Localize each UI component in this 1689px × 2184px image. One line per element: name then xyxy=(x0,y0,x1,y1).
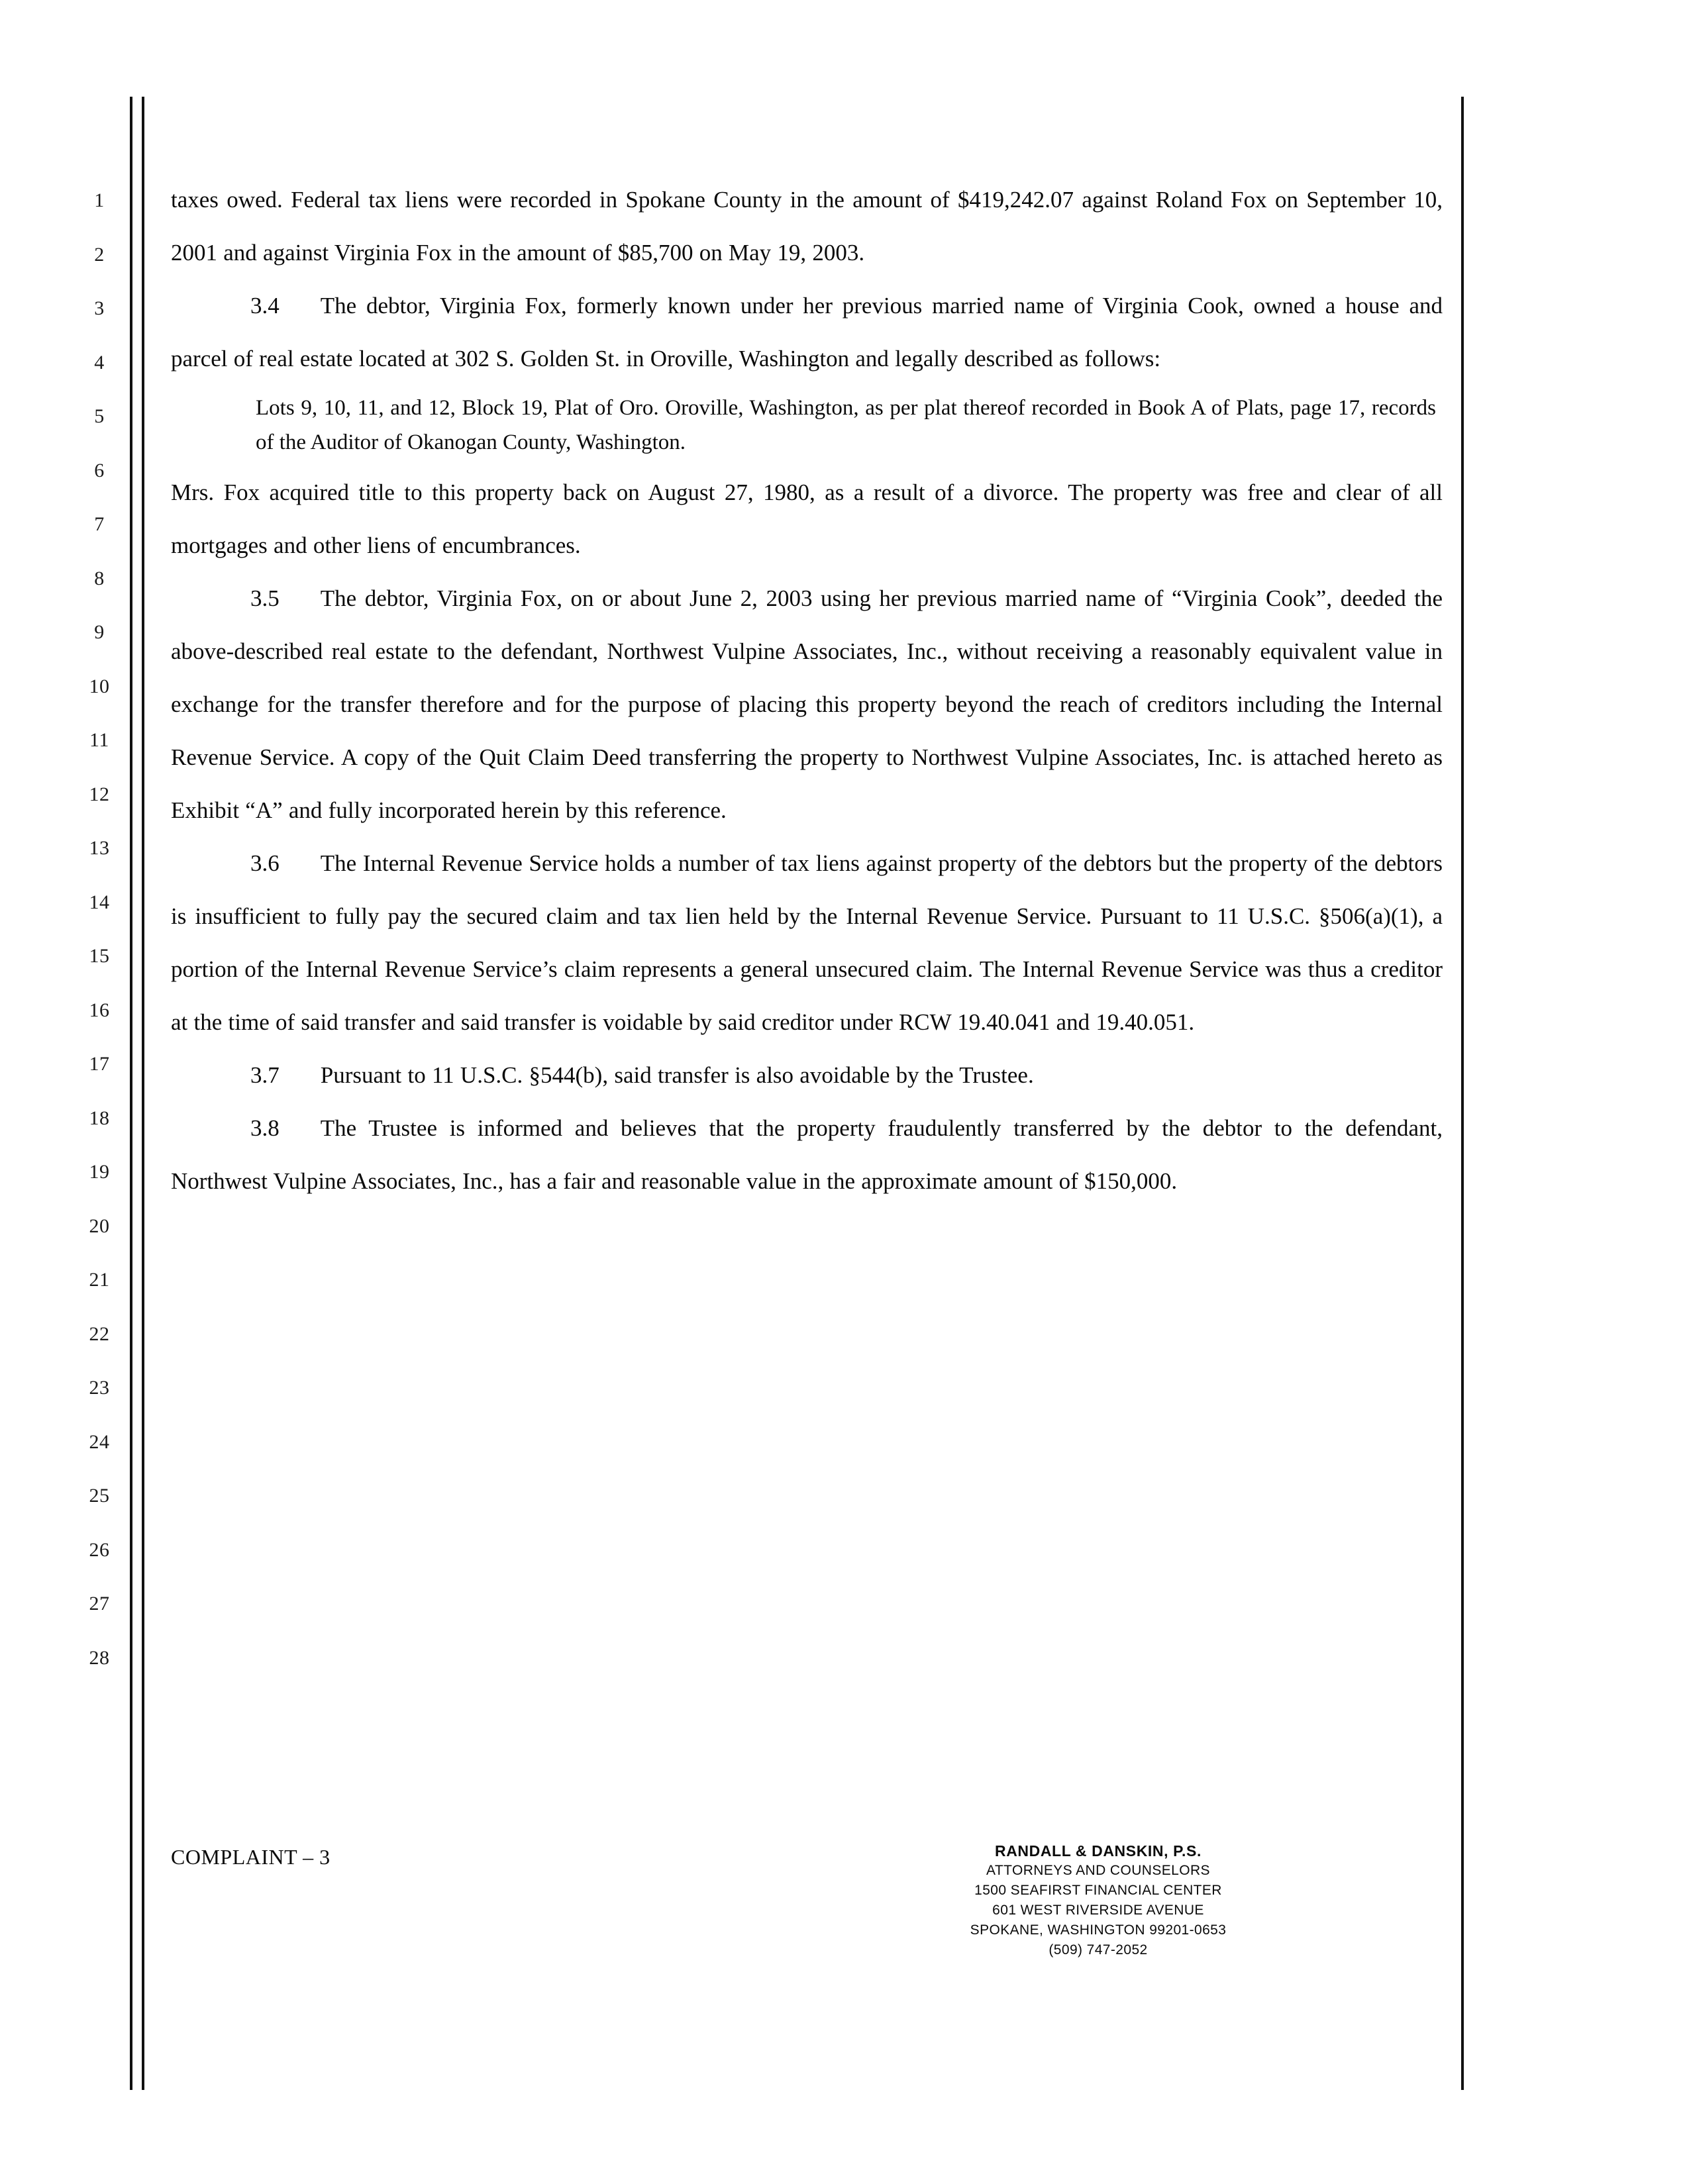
legal-description-block: Lots 9, 10, 11, and 12, Block 19, Plat of Oro. Oroville, Washington, as per plat thereof recorded in Book A of Plats, page 17, records of the Auditor of Okanogan County, Washington. xyxy=(256,396,1436,454)
line-number: 14 xyxy=(89,891,110,913)
line-number: 23 xyxy=(89,1377,110,1399)
line-number: 13 xyxy=(89,837,110,859)
line-number: 5 xyxy=(94,405,105,427)
line-number: 26 xyxy=(89,1538,110,1561)
paragraph-text: The Trustee is informed and believes that the property fraudulently transferred by the debtor to the defendant, Northwest Vulpine Associates, Inc., has a fair and reasonable value in the approximate amount of $150,000. xyxy=(171,1115,1443,1194)
line-number: 8 xyxy=(94,567,105,589)
paragraph-3-5 xyxy=(171,572,1443,837)
line-number: 3 xyxy=(94,297,105,319)
paragraph-number: 3.6 xyxy=(250,850,280,876)
firm-phone: (509) 747-2052 xyxy=(1049,1942,1148,1958)
line-number: 12 xyxy=(89,783,110,805)
line-number: 15 xyxy=(89,945,110,967)
line-number: 21 xyxy=(89,1269,110,1291)
firm-address-block xyxy=(767,1841,1429,1960)
line-number: 27 xyxy=(89,1593,110,1614)
line-number-column xyxy=(79,174,119,1685)
line-number: 4 xyxy=(94,351,105,373)
paragraph-number: 3.7 xyxy=(250,1062,280,1088)
line-number: 2 xyxy=(94,243,105,266)
line-number: 20 xyxy=(89,1215,110,1237)
firm-line-5: SPOKANE, WASHINGTON 99201-0653 xyxy=(970,1922,1227,1938)
firm-line-2: ATTORNEYS AND COUNSELORS xyxy=(986,1863,1210,1878)
line-number: 10 xyxy=(89,675,110,697)
line-number: 11 xyxy=(89,729,109,751)
paragraph-3-6 xyxy=(171,837,1443,1049)
paragraph-continuation: taxes owed. Federal tax liens were recorded in Spokane County in the amount of $419,242.07 against Roland Fox on September 10, 2001 and against Virginia Fox in the amount of $85,700 on May 19, 2003. xyxy=(171,187,1443,266)
right-margin-rule xyxy=(1461,97,1464,2090)
paragraph-number: 3.5 xyxy=(250,585,280,611)
paragraph-3-8 xyxy=(171,1102,1443,1208)
paragraph-number: 3.8 xyxy=(250,1115,280,1141)
line-number: 6 xyxy=(94,459,105,481)
line-number: 25 xyxy=(89,1485,110,1507)
left-margin-rule-inner xyxy=(142,97,144,2090)
line-number: 16 xyxy=(89,999,110,1021)
paragraph-3-7 xyxy=(171,1049,1443,1102)
line-number: 18 xyxy=(89,1107,110,1129)
line-number: 9 xyxy=(94,621,105,643)
line-number: 28 xyxy=(89,1646,110,1669)
line-number: 1 xyxy=(94,189,105,211)
document-body xyxy=(171,174,1443,1208)
paragraph-number: 3.4 xyxy=(250,293,280,319)
firm-line-3: 1500 SEAFIRST FINANCIAL CENTER xyxy=(974,1883,1222,1898)
paragraph-text: The Internal Revenue Service holds a number of tax liens against property of the debtors but the property of the debtors is insufficient to fully pay the secured claim and tax lien held by the Internal Revenue Service. Pursuant to 11 U.S.C. §506(a)(1), a portion of the Internal Revenue Service’s claim represents a general unsecured claim. The Internal Revenue Service was thus a creditor at the time of said transfer and said transfer is voidable by said creditor under RCW 19.40.041 and 19.40.051. xyxy=(171,850,1443,1035)
paragraph-title-acquired: Mrs. Fox acquired title to this property back on August 27, 1980, as a result of a divorce. The property was free and clear of all mortgages and other liens of encumbrances. xyxy=(171,479,1443,558)
page-footer xyxy=(171,1841,1449,1960)
line-number: 24 xyxy=(89,1430,110,1453)
left-margin-rule-outer xyxy=(130,97,132,2090)
line-number: 22 xyxy=(89,1322,110,1345)
paragraph-text: The debtor, Virginia Fox, formerly known under her previous married name of Virginia Cook, owned a house and parcel of real estate located at 302 S. Golden St. in Oroville, Washington and legally described as follows: xyxy=(171,293,1443,372)
firm-name: RANDALL & DANSKIN, P.S. xyxy=(995,1842,1202,1860)
paragraph-3-4 xyxy=(171,279,1443,385)
line-number: 7 xyxy=(94,513,105,535)
paragraph-text: The debtor, Virginia Fox, on or about June 2, 2003 using her previous married name of “Virginia Cook”, deeded the above-described real estate to the defendant, Northwest Vulpine Associates, Inc., without receiving a reasonably equivalent value in exchange for the transfer therefore and for the purpose of placing this property beyond the reach of creditors including the Internal Revenue Service. A copy of the Quit Claim Deed transferring the property to Northwest Vulpine Associates, Inc. is attached hereto as Exhibit “A” and fully incorporated herein by this reference. xyxy=(171,585,1443,823)
line-number: 17 xyxy=(89,1053,110,1075)
line-number: 19 xyxy=(89,1161,110,1183)
paragraph-text: Pursuant to 11 U.S.C. §544(b), said transfer is also avoidable by the Trustee. xyxy=(320,1062,1034,1088)
firm-line-4: 601 WEST RIVERSIDE AVENUE xyxy=(992,1903,1204,1918)
document-caption: COMPLAINT – 3 xyxy=(171,1845,331,1869)
